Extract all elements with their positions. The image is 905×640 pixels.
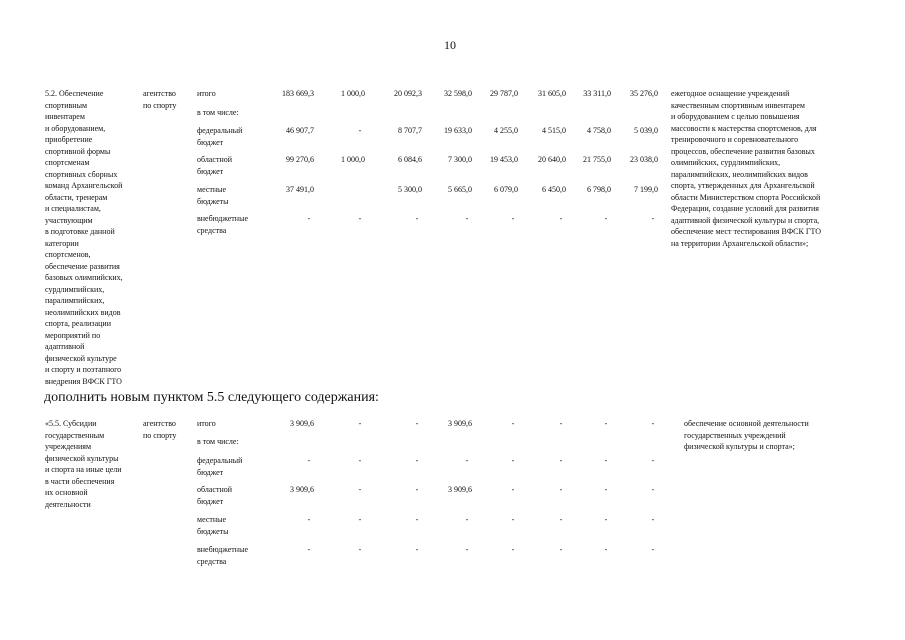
value-cell: 29 787,0: [490, 89, 518, 98]
value-cell: -: [511, 456, 515, 465]
value-cell: 20 092,3: [394, 89, 422, 98]
value-cell: -: [415, 456, 419, 465]
value-cell: -: [415, 214, 419, 223]
value-cell: 46 907,7: [286, 126, 314, 135]
row55-label-regional: областной бюджет: [197, 485, 233, 506]
value-cell: 4 255,0: [494, 126, 518, 135]
value-cell: -: [651, 419, 655, 428]
value-cell: 8 707,7: [398, 126, 422, 135]
value-cell: -: [604, 214, 608, 223]
value-cell: 35 276,0: [630, 89, 658, 98]
value-cell: 1 000,0: [341, 155, 365, 164]
value-cell: -: [604, 456, 608, 465]
value-cell: -: [358, 485, 362, 494]
value-cell: -: [415, 515, 419, 524]
row52-label-total: итого: [197, 89, 216, 98]
page-number: 10: [444, 38, 456, 52]
row52-label-regional: областной бюджет: [197, 155, 233, 176]
value-cell: -: [604, 419, 608, 428]
value-cell: -: [559, 545, 563, 554]
value-cell: 1 000,0: [341, 89, 365, 98]
value-cell: 3 909,6: [448, 419, 472, 428]
value-cell: 32 598,0: [444, 89, 472, 98]
section-heading: дополнить новым пунктом 5.5 следующего содержания:: [44, 390, 379, 405]
value-cell: 4 515,0: [542, 126, 566, 135]
value-cell: 6 079,0: [494, 185, 518, 194]
row55-label-total: итого: [197, 419, 216, 428]
value-cell: -: [415, 419, 419, 428]
value-cell: -: [651, 456, 655, 465]
value-cell: 19 633,0: [444, 126, 472, 135]
value-cell: -: [511, 485, 515, 494]
row52-label-local: местные бюджеты: [197, 185, 229, 206]
value-cell: 21 755,0: [583, 155, 611, 164]
value-cell: -: [651, 485, 655, 494]
value-cell: -: [465, 515, 469, 524]
row52-label-including: в том числе:: [197, 108, 239, 117]
value-cell: 99 270,6: [286, 155, 314, 164]
value-cell: -: [415, 545, 419, 554]
value-cell: -: [465, 456, 469, 465]
value-cell: 7 199,0: [634, 185, 658, 194]
row52-label-federal: федеральный бюджет: [197, 126, 243, 147]
row55-label-federal: федеральный бюджет: [197, 456, 243, 477]
value-cell: -: [651, 214, 655, 223]
value-cell: 6 798,0: [587, 185, 611, 194]
value-cell: -: [358, 456, 362, 465]
row55-expected-result: обеспечение основной деятельности государственных учреждений физической культуры и спорта»;: [684, 419, 809, 451]
value-cell: -: [604, 485, 608, 494]
value-cell: -: [465, 214, 469, 223]
value-cell: 6 084,6: [398, 155, 422, 164]
row55-label-extrabudget: внебюджетные средства: [197, 545, 248, 566]
value-cell: 23 038,0: [630, 155, 658, 164]
value-cell: -: [358, 214, 362, 223]
value-cell: -: [415, 485, 419, 494]
value-cell: -: [559, 214, 563, 223]
value-cell: 3 909,6: [290, 485, 314, 494]
value-cell: -: [358, 515, 362, 524]
value-cell: -: [511, 545, 515, 554]
value-cell: 33 311,0: [583, 89, 611, 98]
value-cell: -: [358, 419, 362, 428]
value-cell: -: [604, 515, 608, 524]
value-cell: -: [511, 515, 515, 524]
value-cell: 31 605,0: [538, 89, 566, 98]
value-cell: -: [559, 515, 563, 524]
row52-measure-name: 5.2. Обеспечение спортивным инвентарем и оборудованием, приобретение спортивной формы спортсменам спортивных сборных команд Архангельской области, тренерам и специалистам, участвующим в подготовке данной категории спортсменов, обеспечение развития базовых олимпийских, сурдлимпийских, паралимпийских, неолимпийских видов спорта, реализации мероприятий по адаптивной физической культуре и спорту и поэтапного внедрения ВФСК ГТО: [45, 89, 123, 386]
value-cell: 3 909,6: [448, 485, 472, 494]
value-cell: -: [307, 214, 311, 223]
value-cell: 5 039,0: [634, 126, 658, 135]
value-cell: -: [307, 456, 311, 465]
value-cell: 20 640,0: [538, 155, 566, 164]
row55-measure-name: «5.5. Субсидии государственным учреждениям физической культуры и спорта на иные цели в части обеспечения их основной деятельности: [45, 419, 122, 509]
value-cell: -: [511, 419, 515, 428]
value-cell: -: [307, 545, 311, 554]
value-cell: -: [465, 545, 469, 554]
value-cell: -: [358, 545, 362, 554]
value-cell: -: [559, 456, 563, 465]
row52-expected-result: ежегодное оснащение учреждений качественным спортивным инвентарем и оборудованием с целью повышения массовости к мастерства спортсменов, для тренировочного и соревновательного процессов, обеспечение развития базовых олимпийских, сурдлимпийских, паралимпийских, неолимпийских видов спорта, утвержденных для Архангельской области Министерством спорта Российской Федерации, создание условий для развития адаптивной физической культуры и спорта, обеспечение мест тестирования ВФСК ГТО на территории Архангельской области»;: [671, 89, 821, 248]
value-cell: -: [651, 545, 655, 554]
value-cell: 5 300,0: [398, 185, 422, 194]
value-cell: 37 491,0: [286, 185, 314, 194]
value-cell: 7 300,0: [448, 155, 472, 164]
value-cell: -: [559, 485, 563, 494]
value-cell: -: [307, 515, 311, 524]
row55-label-local: местные бюджеты: [197, 515, 229, 536]
row52-label-extrabudget: внебюджетные средства: [197, 214, 248, 235]
row52-executor: агентство по спорту: [143, 89, 177, 110]
row55-label-including: в том числе:: [197, 437, 239, 446]
row55-executor: агентство по спорту: [143, 419, 177, 440]
value-cell: 19 453,0: [490, 155, 518, 164]
value-cell: 4 758,0: [587, 126, 611, 135]
value-cell: 6 450,0: [542, 185, 566, 194]
value-cell: -: [358, 126, 362, 135]
value-cell: 5 665,0: [448, 185, 472, 194]
value-cell: 3 909,6: [290, 419, 314, 428]
value-cell: -: [559, 419, 563, 428]
value-cell: 183 669,3: [282, 89, 314, 98]
value-cell: -: [604, 545, 608, 554]
value-cell: -: [511, 214, 515, 223]
value-cell: -: [651, 515, 655, 524]
